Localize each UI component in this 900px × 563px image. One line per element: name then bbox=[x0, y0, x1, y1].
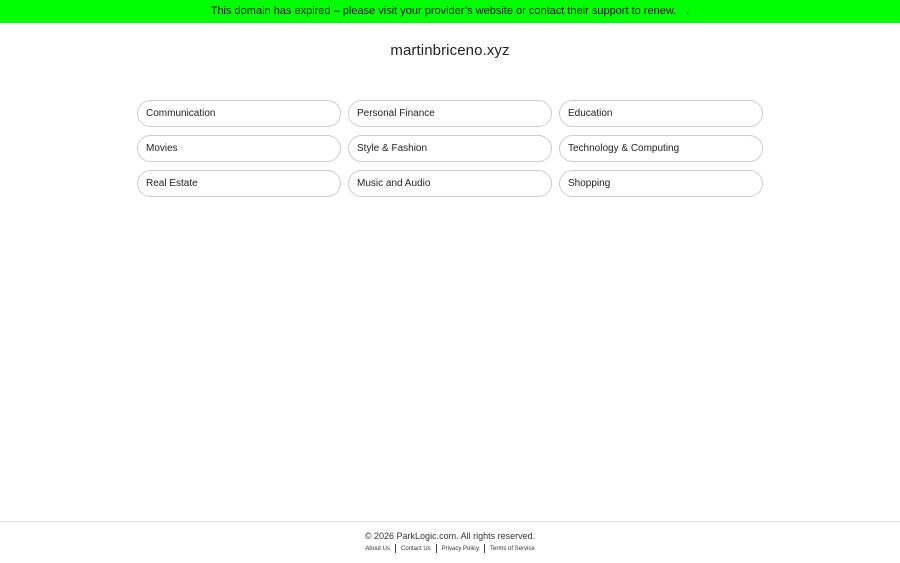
category-link-music-audio[interactable]: Music and Audio bbox=[348, 170, 552, 197]
category-link-communication[interactable]: Communication bbox=[137, 100, 341, 127]
expired-domain-banner bbox=[0, 0, 900, 23]
footer bbox=[0, 521, 900, 563]
footer-link-about-us[interactable]: About Us bbox=[365, 546, 390, 553]
footer-link-privacy-policy[interactable]: Privacy Policy bbox=[441, 546, 480, 553]
domain-title: martinbriceno.xyz bbox=[390, 42, 510, 59]
footer-links bbox=[0, 544, 900, 554]
banner-message: This domain has expired – please visit your provider’s website or contact their support to renew. bbox=[210, 5, 677, 17]
footer-link-terms-of-service[interactable]: Terms of Service bbox=[490, 546, 535, 553]
category-grid bbox=[137, 100, 763, 197]
category-link-education[interactable]: Education bbox=[559, 100, 763, 127]
category-link-real-estate[interactable]: Real Estate bbox=[137, 170, 341, 197]
category-link-personal-finance[interactable]: Personal Finance bbox=[348, 100, 552, 127]
footer-link-contact-us[interactable]: Contact Us bbox=[400, 546, 431, 553]
category-link-movies[interactable]: Movies bbox=[137, 135, 341, 162]
category-link-shopping[interactable]: Shopping bbox=[559, 170, 763, 197]
category-link-style-fashion[interactable]: Style & Fashion bbox=[348, 135, 552, 162]
category-link-technology-computing[interactable]: Technology & Computing bbox=[559, 135, 763, 162]
footer-copyright: © 2026 ParkLogic.com. All rights reserved. bbox=[364, 531, 536, 541]
banner-trailing-mark: . bbox=[686, 5, 690, 17]
